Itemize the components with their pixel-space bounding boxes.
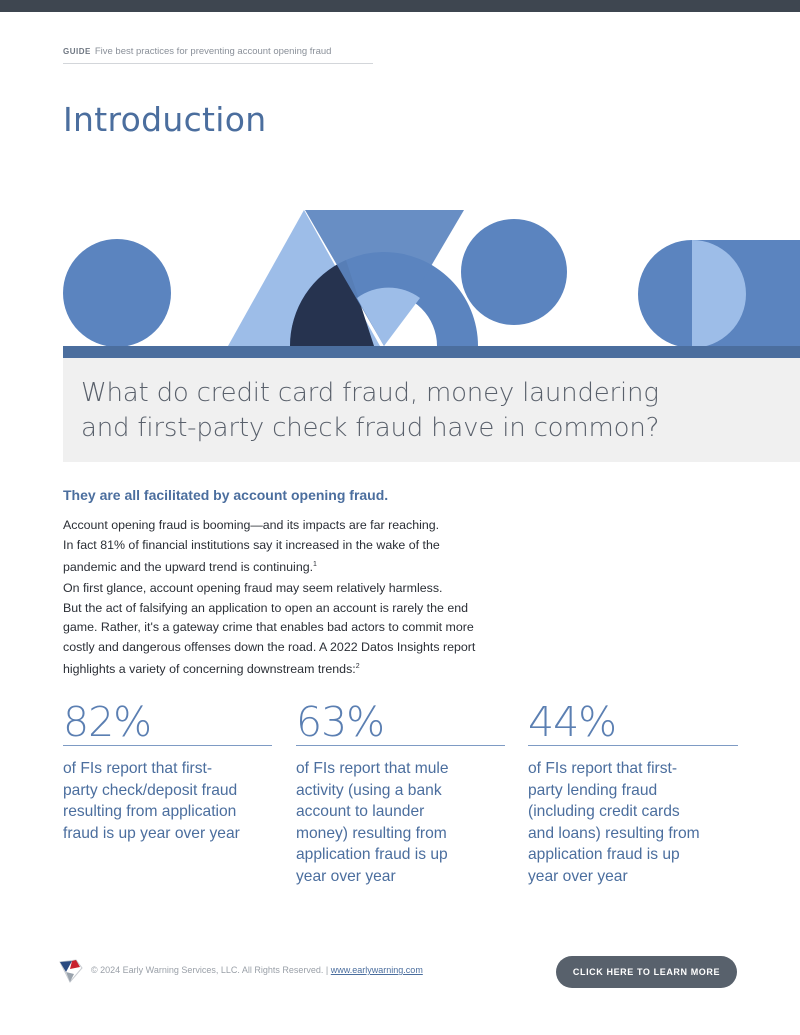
footnote-ref-1: 1 bbox=[313, 561, 317, 568]
hero-illustration bbox=[0, 200, 800, 360]
paragraph-2-line-5 bbox=[63, 657, 523, 680]
guide-title: Five best practices for preventing account opening fraud bbox=[94, 46, 332, 57]
stat-card-2 bbox=[296, 700, 505, 887]
callout-line-2: and first-party check fraud have in common? bbox=[81, 413, 660, 443]
stat-description-3 bbox=[528, 758, 738, 887]
stat-value-2: 63% bbox=[296, 700, 505, 746]
stat-value-1: 82% bbox=[63, 700, 272, 746]
copyright-text: © 2024 Early Warning Services, LLC. All Rights Reserved. bbox=[91, 965, 324, 975]
footer-separator: | bbox=[325, 965, 329, 975]
stat-3-line-4: and loans) resulting from bbox=[528, 824, 700, 842]
stat-3-line-2: party lending fraud bbox=[528, 781, 658, 799]
stat-2-line-3: account to launder bbox=[296, 803, 425, 820]
paragraph-2-line-1: On first glance, account opening fraud may seem relatively harmless. bbox=[63, 581, 443, 595]
paragraph-2 bbox=[63, 579, 523, 680]
footer-text bbox=[91, 965, 423, 975]
stat-description-2 bbox=[296, 758, 505, 887]
paragraph-2-line-2: But the act of falsifying an application to open an account is rarely the end bbox=[63, 600, 469, 615]
hero-circle-right bbox=[461, 219, 567, 325]
stat-3-line-1: of FIs report that first- bbox=[528, 760, 678, 777]
callout-line-1: What do credit card fraud, money laundering bbox=[81, 378, 659, 408]
paragraph-1-line-3-text: pandemic and the upward trend is continuing. bbox=[63, 560, 314, 575]
footnote-ref-2: 2 bbox=[355, 663, 360, 670]
paragraph-1 bbox=[63, 516, 523, 578]
stat-1-line-2: party check/deposit fraud bbox=[63, 781, 238, 799]
paragraph-1-line-1: Account opening fraud is booming—and its impacts are far reaching. bbox=[63, 518, 440, 532]
page-title: Introduction bbox=[63, 100, 267, 139]
paragraph-2-line-3: game. Rather, it's a gateway crime that enables bad actors to commit more bbox=[63, 620, 474, 634]
lead-sentence: They are all facilitated by account opening fraud. bbox=[63, 487, 389, 503]
stat-card-1 bbox=[63, 700, 272, 844]
hero-circle-left bbox=[63, 239, 171, 347]
stat-2-line-1: of FIs report that mule bbox=[296, 760, 449, 777]
stat-1-line-4: fraud is up year over year bbox=[63, 824, 240, 842]
callout-box bbox=[63, 358, 800, 462]
company-logo-icon bbox=[58, 958, 84, 984]
stat-1-line-1: of FIs report that first- bbox=[63, 760, 213, 777]
paragraph-2-line-4: costly and dangerous offenses down the road. A 2022 Datos Insights report bbox=[63, 639, 476, 654]
paragraph-1-line-3 bbox=[63, 555, 523, 578]
stat-2-line-4: money) resulting from bbox=[296, 824, 447, 842]
stat-value-3: 44% bbox=[528, 700, 738, 746]
learn-more-button[interactable]: CLICK HERE TO LEARN MORE bbox=[556, 956, 737, 988]
stat-3-line-3: (including credit cards bbox=[528, 803, 680, 820]
stat-card-3 bbox=[528, 700, 738, 887]
hero-half-circle-left bbox=[638, 240, 692, 348]
stat-3-line-5: application fraud is up bbox=[528, 846, 680, 863]
stat-3-line-6: year over year bbox=[528, 867, 628, 885]
top-bar bbox=[0, 0, 800, 12]
stat-2-line-6: year over year bbox=[296, 867, 396, 885]
stat-description-1 bbox=[63, 758, 272, 844]
paragraph-2-line-5-text: highlights a variety of concerning downstream trends: bbox=[63, 662, 356, 677]
website-link[interactable]: www.earlywarning.com bbox=[330, 965, 423, 975]
stat-2-line-5: application fraud is up bbox=[296, 846, 448, 863]
stat-2-line-2: activity (using a bank bbox=[296, 781, 442, 799]
paragraph-1-line-2: In fact 81% of financial institutions say it increased in the wake of the bbox=[63, 537, 440, 552]
guide-tag: GUIDE bbox=[63, 47, 91, 56]
running-header bbox=[63, 46, 373, 64]
stat-1-line-3: resulting from application bbox=[63, 803, 237, 820]
hero-ground-strip bbox=[63, 346, 800, 358]
